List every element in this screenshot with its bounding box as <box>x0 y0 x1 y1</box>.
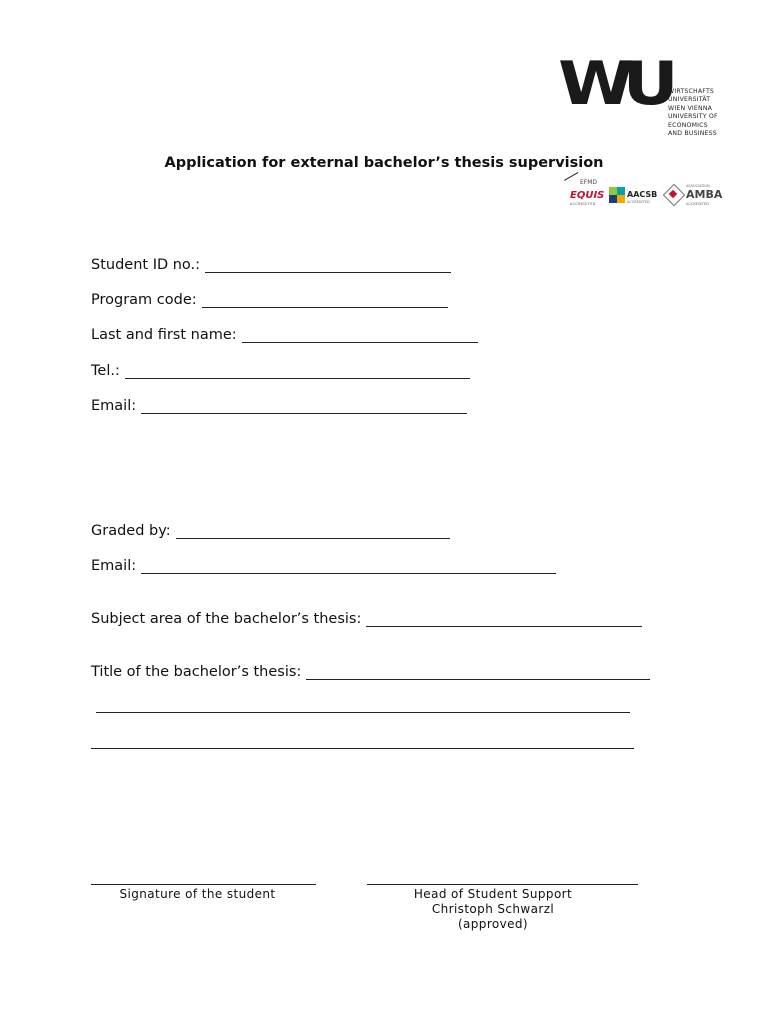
name-field <box>91 326 478 344</box>
wu-logo-line: WIEN VIENNA <box>668 104 713 112</box>
wu-logo-line: AND BUSINESS <box>668 130 717 138</box>
page-title <box>0 153 770 173</box>
wu-logo-line: UNIVERSITÄT <box>668 96 711 104</box>
equis-sub: ACCREDITED <box>570 202 596 206</box>
grader-email-field <box>91 557 556 575</box>
head-note: (approved) <box>457 917 529 931</box>
aacsb-name: AACSB <box>627 190 658 199</box>
head-signature-line[interactable] <box>367 884 638 885</box>
thesis-title-input[interactable] <box>306 665 650 680</box>
amba-prefix: ASSOCIATION <box>686 184 710 188</box>
field-label: Email: <box>91 398 137 414</box>
wu-logo-mark: WU <box>558 49 668 119</box>
wu-logo-line: UNIVERSITY OF <box>668 113 718 121</box>
program-code-field <box>91 291 448 309</box>
student-signature-line[interactable] <box>91 884 316 885</box>
field-label: Student ID no.: <box>91 257 201 273</box>
student-id-input[interactable] <box>205 258 451 273</box>
student-email-input[interactable] <box>141 399 467 414</box>
subject-area-input[interactable] <box>366 612 642 627</box>
thesis-title-field <box>91 663 650 681</box>
equis-logo <box>560 178 604 210</box>
student-signature-caption: Signature of the student <box>119 887 276 901</box>
grader-email-input[interactable] <box>141 559 556 574</box>
amba-logo <box>664 178 722 210</box>
thesis-title-line-3[interactable] <box>91 748 634 749</box>
field-label: Title of the bachelor’s thesis: <box>91 664 302 680</box>
amba-sub: ACCREDITED <box>686 202 709 206</box>
graded-by-input[interactable] <box>176 524 450 539</box>
amba-name: AMBA <box>686 188 723 201</box>
program-code-input[interactable] <box>202 293 448 308</box>
equis-name: EQUIS <box>570 190 605 201</box>
wu-logo-text <box>668 88 738 138</box>
aacsb-squares-icon <box>609 187 625 203</box>
subject-area-field <box>91 610 642 628</box>
thesis-title-line-2[interactable] <box>96 712 630 713</box>
equis-prefix: EFMD <box>580 179 598 186</box>
field-label: Email: <box>91 558 137 574</box>
page-title-text: Application for external bachelor’s thesis supervision <box>164 155 604 171</box>
aacsb-logo <box>609 178 659 210</box>
aacsb-sub: ACCREDITED <box>627 200 650 204</box>
student-email-field <box>91 397 467 415</box>
graded-by-field <box>91 522 450 540</box>
field-label: Tel.: <box>91 363 120 379</box>
name-input[interactable] <box>242 328 478 343</box>
head-role: Head of Student Support <box>413 887 573 901</box>
head-name: Christoph Schwarzl <box>431 902 555 916</box>
student-id-field <box>91 256 451 274</box>
field-label: Subject area of the bachelor’s thesis: <box>91 611 362 627</box>
field-label: Graded by: <box>91 523 171 539</box>
wu-logo-line: WIRTSCHAFTS <box>668 88 715 95</box>
wu-logo-line: ECONOMICS <box>668 121 708 129</box>
field-label: Program code: <box>91 292 197 308</box>
head-signature-caption <box>367 887 619 932</box>
field-label: Last and first name: <box>91 327 237 343</box>
tel-field <box>91 362 470 380</box>
tel-input[interactable] <box>125 364 470 379</box>
